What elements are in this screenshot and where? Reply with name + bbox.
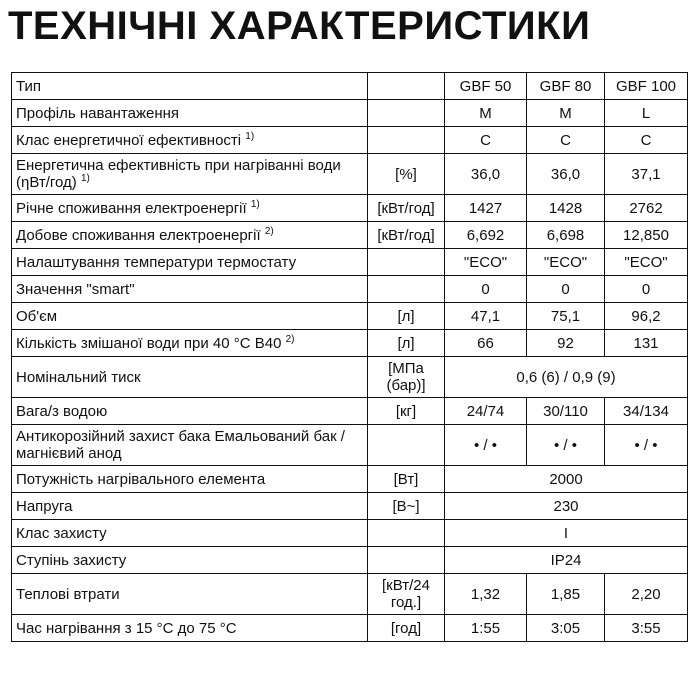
row-name-text: Потужність нагрівального елемента [16, 470, 266, 488]
row-unit: [МПа (бар)] [368, 357, 445, 398]
row-value-shared: 2000 [445, 466, 688, 493]
table-row [12, 195, 688, 222]
page-title: ТЕХНІЧНІ ХАРАКТЕРИСТИКИ [8, 4, 591, 48]
row-value: 0 [445, 276, 527, 303]
row-value: "ECO" [605, 249, 688, 276]
row-value: • / • [445, 425, 527, 466]
row-unit [368, 520, 445, 547]
row-name [12, 195, 368, 222]
row-value-shared: IP24 [445, 547, 688, 574]
row-value: • / • [605, 425, 688, 466]
row-unit [368, 547, 445, 574]
row-unit [368, 127, 445, 154]
row-name [12, 520, 368, 547]
row-unit: [Вт] [368, 466, 445, 493]
row-name [12, 100, 368, 127]
row-unit [368, 276, 445, 303]
row-value-shared: I [445, 520, 688, 547]
row-value-shared: 230 [445, 493, 688, 520]
row-value: 92 [527, 330, 605, 357]
row-name-text: Налаштування температури термостату [16, 253, 297, 271]
row-unit: [кВт/год] [368, 222, 445, 249]
row-name [12, 547, 368, 574]
row-value: L [605, 100, 688, 127]
row-unit: [В~] [368, 493, 445, 520]
row-name [12, 425, 368, 466]
row-value: 0 [605, 276, 688, 303]
table-row [12, 127, 688, 154]
row-value: 1427 [445, 195, 527, 222]
row-unit: [год] [368, 615, 445, 642]
spec-table [11, 72, 688, 642]
row-name-text: Вага/з водою [16, 402, 108, 420]
row-value: 3:05 [527, 615, 605, 642]
row-name-text: Об'єм [16, 307, 58, 325]
row-value: 37,1 [605, 154, 688, 195]
row-value: "ECO" [445, 249, 527, 276]
spec-table-body [12, 73, 688, 642]
row-unit: [кВт/год] [368, 195, 445, 222]
table-row [12, 398, 688, 425]
row-name [12, 615, 368, 642]
row-name-text: Клас захисту [16, 524, 107, 542]
row-unit [368, 100, 445, 127]
header-model-gbf-80: GBF 80 [527, 73, 605, 100]
row-value: 6,698 [527, 222, 605, 249]
row-unit: [кг] [368, 398, 445, 425]
table-row [12, 222, 688, 249]
table-row [12, 493, 688, 520]
footnote-ref: 1) [80, 173, 90, 184]
row-name [12, 303, 368, 330]
row-value-shared: 0,6 (6) / 0,9 (9) [445, 357, 688, 398]
row-value: 3:55 [605, 615, 688, 642]
row-name [12, 357, 368, 398]
row-name [12, 249, 368, 276]
row-unit [368, 425, 445, 466]
row-value: • / • [527, 425, 605, 466]
header-row [12, 73, 688, 100]
table-row [12, 547, 688, 574]
row-name [12, 222, 368, 249]
row-value: 36,0 [527, 154, 605, 195]
row-value: C [445, 127, 527, 154]
row-name-text: Ступінь захисту [16, 551, 127, 569]
row-name-text: Енергетична ефективність при нагріванні води (ηВт/год) [16, 157, 341, 191]
row-value: 1,85 [527, 574, 605, 615]
row-unit: [л] [368, 330, 445, 357]
header-type-label: Тип [12, 73, 368, 100]
row-value: 1:55 [445, 615, 527, 642]
row-value: M [527, 100, 605, 127]
row-value: 24/74 [445, 398, 527, 425]
row-name [12, 276, 368, 303]
row-value: 131 [605, 330, 688, 357]
footnote-ref: 1) [245, 130, 255, 142]
table-row [12, 466, 688, 493]
table-row [12, 249, 688, 276]
row-value: 6,692 [445, 222, 527, 249]
row-name-text: Кількість змішаної води при 40 °C В40 [16, 334, 282, 352]
row-name-text: Профіль навантаження [16, 104, 180, 122]
row-value: 47,1 [445, 303, 527, 330]
row-value: 66 [445, 330, 527, 357]
row-name-text: Теплові втрати [16, 585, 120, 603]
table-row [12, 330, 688, 357]
row-name [12, 154, 368, 195]
footnote-ref: 1) [250, 198, 260, 210]
row-unit [368, 249, 445, 276]
table-row [12, 357, 688, 398]
row-name [12, 493, 368, 520]
row-value: 2,20 [605, 574, 688, 615]
row-name [12, 398, 368, 425]
row-value: 96,2 [605, 303, 688, 330]
row-value: C [605, 127, 688, 154]
table-row [12, 425, 688, 466]
row-name-text: Антикорозійний захист бака Емальований бак / магнієвий анод [16, 428, 345, 462]
row-name [12, 330, 368, 357]
row-value: 0 [527, 276, 605, 303]
row-name [12, 127, 368, 154]
row-value: 75,1 [527, 303, 605, 330]
table-row [12, 303, 688, 330]
row-value: M [445, 100, 527, 127]
row-value: 30/110 [527, 398, 605, 425]
row-value: "ECO" [527, 249, 605, 276]
row-name-text: Значення "smart" [16, 280, 135, 298]
footnote-ref: 2) [264, 225, 274, 237]
row-value: C [527, 127, 605, 154]
footnote-ref: 2) [285, 333, 295, 345]
table-row [12, 574, 688, 615]
header-unit-cell [368, 73, 445, 100]
table-row [12, 276, 688, 303]
table-row [12, 100, 688, 127]
row-value: 1428 [527, 195, 605, 222]
row-name-text: Річне споживання електроенергії [16, 199, 247, 217]
row-value: 36,0 [445, 154, 527, 195]
row-value: 1,32 [445, 574, 527, 615]
header-model-gbf-50: GBF 50 [445, 73, 527, 100]
table-row [12, 154, 688, 195]
table-row [12, 615, 688, 642]
row-name-text: Час нагрівання з 15 °C до 75 °C [16, 619, 237, 637]
row-value: 12,850 [605, 222, 688, 249]
row-name [12, 574, 368, 615]
row-name-text: Номінальний тиск [16, 368, 141, 386]
row-unit: [кВт/24 год.] [368, 574, 445, 615]
row-name-text: Клас енергетичної ефективності [16, 131, 242, 149]
row-unit: [%] [368, 154, 445, 195]
row-name-text: Напруга [16, 497, 73, 515]
row-unit: [л] [368, 303, 445, 330]
table-row [12, 520, 688, 547]
row-value: 2762 [605, 195, 688, 222]
row-value: 34/134 [605, 398, 688, 425]
row-name-text: Добове споживання електроенергії [16, 226, 261, 244]
row-name [12, 466, 368, 493]
header-model-gbf-100: GBF 100 [605, 73, 688, 100]
